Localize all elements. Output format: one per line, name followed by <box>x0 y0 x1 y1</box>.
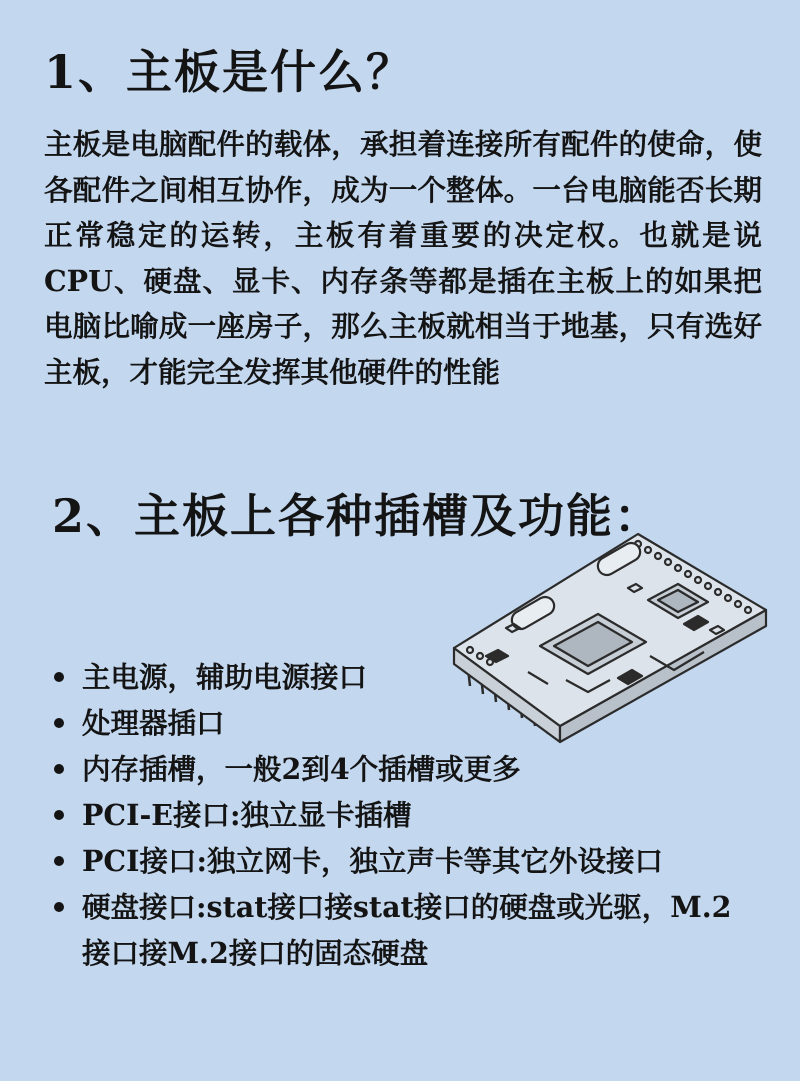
list-item: PCI-E接口:独立显卡插槽 <box>52 792 732 838</box>
list-item: 内存插槽，一般2到4个插槽或更多 <box>52 746 732 792</box>
section1-body: 主板是电脑配件的载体，承担着连接所有配件的使命，使各配件之间相互协作，成为一个整体。一台电脑能否长期正常稳定的运转，主板有着重要的决定权。也就是说CPU、硬盘、显卡、内存条等都是插在主板上的如果把电脑比喻成一座房子，那么主板就相当于地基，只有选好主板，才能完全发挥其他硬件的性能 <box>44 127 762 389</box>
list-item: 主电源，辅助电源接口 <box>52 654 732 700</box>
feature-list <box>52 654 732 976</box>
list-item: 硬盘接口:stat接口接stat接口的硬盘或光驱，M.2接口接M.2接口的固态硬盘 <box>52 884 732 976</box>
section1-heading: 1、主板是什么？ <box>44 45 415 99</box>
list-item: PCI接口:独立网卡，独立声卡等其它外设接口 <box>52 838 732 884</box>
list-item: 处理器插口 <box>52 700 732 746</box>
section2-heading: 2、主板上各种插槽及功能： <box>52 489 663 543</box>
